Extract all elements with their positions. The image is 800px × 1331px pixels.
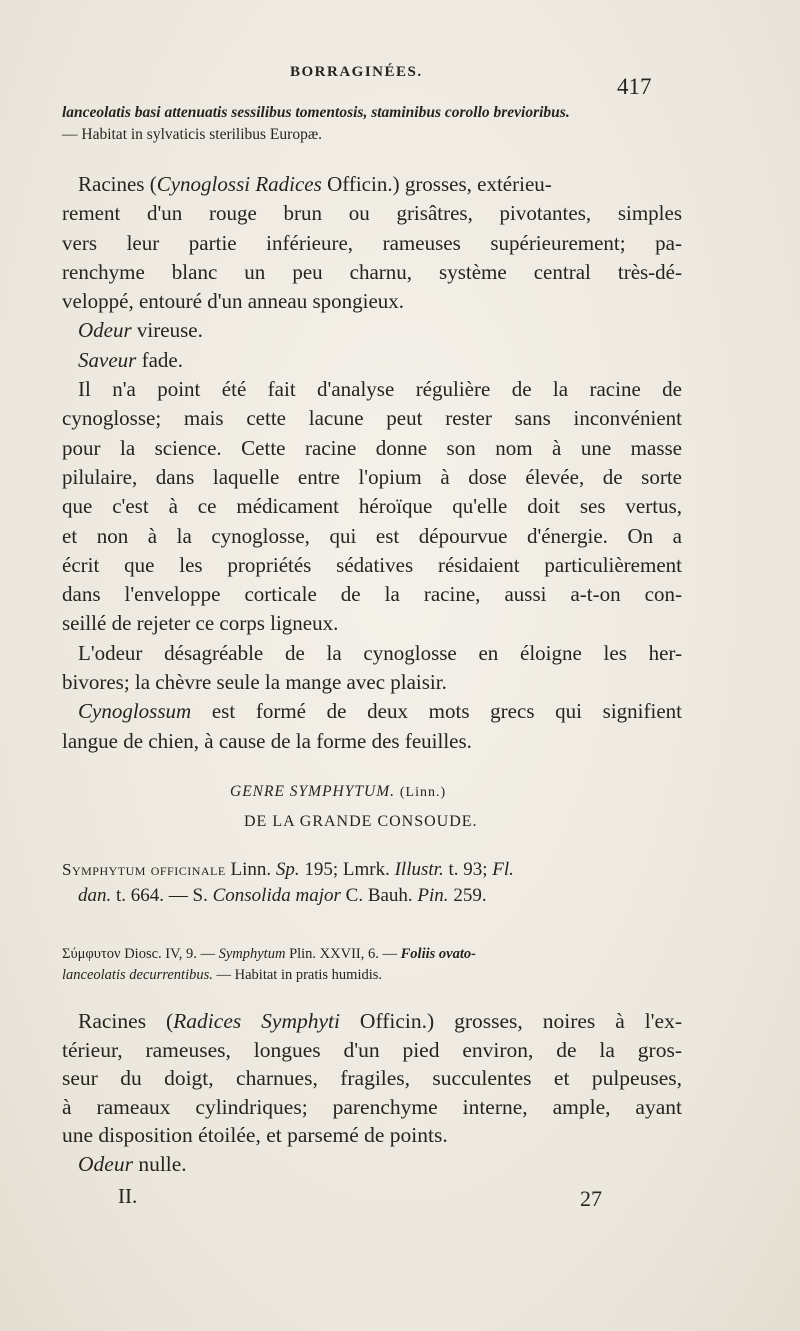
text-fragment: Racines ( — [78, 172, 157, 196]
paragraph-line: Il n'a point été fait d'analyse régulière de la racine de — [78, 377, 682, 402]
species-name: Symphytum officinale — [62, 860, 226, 879]
diagnosis-line-2: — Habitat in sylvaticis sterilibus Europæ. — [62, 126, 323, 143]
text-fragment: Diosc. IV, 9. — — [120, 946, 219, 962]
paragraph-racines-line-1 — [62, 170, 682, 199]
text-fragment: Plin. XXVII, 6. — — [285, 946, 401, 962]
paragraph-line: pilulaire, dans laquelle entre l'opium à dose élevée, de sorte — [62, 464, 682, 489]
racines-symphytum-line-1 — [62, 1007, 682, 1036]
text-fragment: — Habitat in pratis humidis. — [212, 967, 383, 983]
latin-diagnosis — [62, 102, 692, 146]
odeur-label: Odeur — [78, 1151, 133, 1176]
paragraph-line: renchyme blanc un peu charnu, système central très-dé- — [62, 259, 682, 284]
paragraph-line: veloppé, entouré d'un anneau spongieux. — [62, 289, 405, 314]
paragraph-line: dans l'enveloppe corticale de la racine, aussi a-t-on con- — [62, 582, 682, 607]
paragraph-line: seur du doigt, charnues, fragiles, succulentes et pulpeuses, — [62, 1066, 682, 1090]
paragraph-line: écrit que les propriétés sédatives résidaient particulièrement — [62, 552, 682, 577]
text-fragment: t. 664. — S. — [111, 885, 213, 906]
main-text-symphytum — [62, 1007, 682, 1178]
paragraph-line: L'odeur désagréable de la cynoglosse en éloigne les her- — [78, 640, 682, 665]
reference-abbr: dan. — [78, 885, 112, 906]
reference-abbr: Fl. — [492, 859, 514, 880]
text-fragment: Officin.) grosses, noires à l'ex- — [339, 1009, 683, 1033]
odeur-line — [62, 316, 682, 345]
saveur-line — [62, 346, 682, 375]
reference-abbr: Illustr. — [394, 859, 444, 880]
etymology-line-1 — [62, 697, 682, 726]
text-fragment: 259. — [448, 885, 487, 906]
greek-name: Σύμφυτον — [62, 946, 121, 962]
genus-authority: (Linn.) — [399, 785, 447, 800]
reference-abbr: Sp. — [275, 859, 300, 880]
text-fragment: Linn. — [225, 859, 276, 880]
odeur-label: Odeur — [78, 318, 132, 343]
paragraph-line: bivores; la chèvre seule la mange avec plaisir. — [62, 670, 447, 695]
paragraph-line: et non à la cynoglosse, qui est dépourvue d'énergie. On a — [62, 523, 682, 548]
latin-diagnosis-text: lanceolatis decurrentibus. — [62, 967, 213, 983]
paragraph-line: seillé de rejeter ce corps ligneux. — [62, 611, 339, 636]
species-heading: DE LA GRANDE CONSOUDE. — [244, 813, 478, 830]
latin-term: Radices Symphyti — [173, 1009, 340, 1033]
genus-heading — [230, 783, 446, 801]
text-fragment: est formé de deux mots grecs qui signifient — [191, 699, 682, 724]
paragraph-line: vers leur partie inférieure, rameuses supérieurement; pa- — [62, 230, 682, 255]
paragraph-line: cynoglosse; mais cette lacune peut rester sans inconvénient — [62, 406, 682, 431]
latin-term: Cynoglossum — [78, 699, 192, 724]
text-fragment: Officin.) grosses, extérieu- — [321, 172, 552, 196]
saveur-value: fade. — [136, 347, 183, 372]
etymology-line-2: langue de chien, à cause de la forme des feuilles. — [62, 728, 472, 753]
paragraph-line: une disposition étoilée, et parsemé de points. — [62, 1123, 448, 1147]
reference-abbr: Pin. — [417, 885, 449, 906]
main-text-cynoglossum — [62, 170, 682, 756]
classical-references — [62, 944, 692, 986]
page-number: 417 — [617, 74, 652, 99]
paragraph-line: rement d'un rouge brun ou grisâtres, pivotantes, simples — [62, 201, 682, 226]
running-head: BORRAGINÉES. — [290, 64, 423, 80]
latin-diagnosis-text: Foliis ovato- — [400, 946, 476, 962]
paragraph-line: térieur, rameuses, longues d'un pied environ, de la gros- — [62, 1037, 682, 1062]
latin-term: Symphytum — [218, 946, 286, 962]
text-fragment: C. Bauh. — [340, 885, 418, 906]
text-fragment: t. 93; — [443, 859, 493, 880]
latin-term: Cynoglossi Radices — [156, 172, 322, 196]
latin-term: Consolida major — [212, 885, 341, 906]
diagnosis-line-1: lanceolatis basi attenuatis sessilibus tomentosis, staminibus corollo brevioribus. — [62, 104, 570, 121]
saveur-label: Saveur — [78, 347, 137, 372]
paragraph-line: à rameaux cylindriques; parenchyme interne, ample, ayant — [62, 1094, 682, 1119]
paragraph-line: que c'est à ce médicament héroïque qu'elle doit ses vertus, — [62, 494, 682, 519]
synonymy — [62, 857, 692, 909]
sheet-number: 27 — [580, 1186, 602, 1211]
odeur-value: nulle. — [132, 1151, 187, 1176]
text-fragment: 195; Lmrk. — [299, 859, 395, 880]
text-fragment: Racines ( — [78, 1009, 174, 1033]
odeur-symphytum-line — [62, 1150, 682, 1179]
signature-mark: II. — [118, 1184, 138, 1208]
genus-name: GENRE SYMPHYTUM. — [230, 783, 395, 800]
paragraph-line: pour la science. Cette racine donne son nom à une masse — [62, 435, 682, 460]
odeur-value: vireuse. — [131, 318, 203, 343]
